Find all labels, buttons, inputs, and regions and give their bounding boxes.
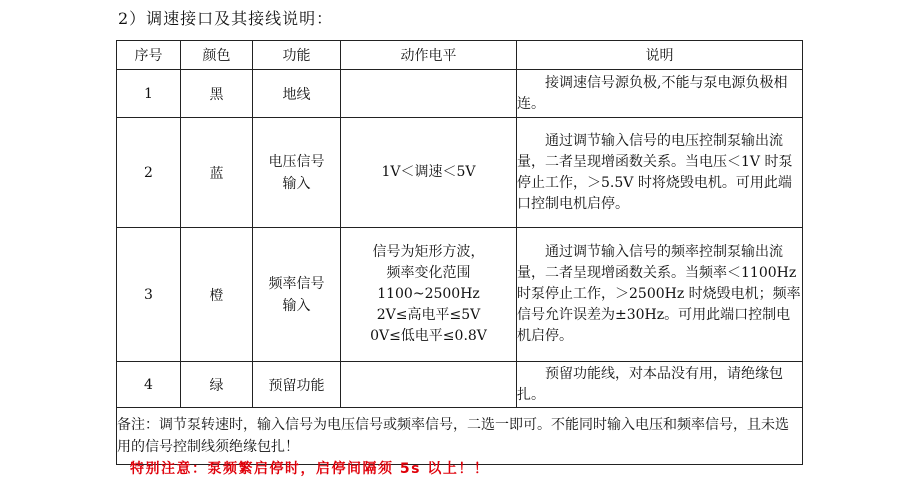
row-no: 1 [117,70,181,118]
section-heading: 2）调速接口及其接线说明： [118,9,334,28]
row-level: 1V＜调速＜5V [341,118,517,228]
header-no: 序号 [117,41,181,70]
row-function: 地线 [253,70,341,118]
row-level [341,362,517,408]
table-header-row [117,41,803,70]
row-desc: 预留功能线，对本品没有用，请绝缘包扎。 [517,362,803,408]
header-function: 功能 [253,41,341,70]
row-desc: 通过调节输入信号的电压控制泵输出流量，二者呈现增函数关系。当电压＜1V 时泵停止工作，＞5.5V 时将烧毁电机。可用此端口控制电机启停。 [517,118,803,228]
row-level: 信号为矩形方波， 频率变化范围 1100~2500Hz 2V≤高电平≤5V 0V≤低电平≤0.8V [341,228,517,362]
row-desc: 通过调节输入信号的频率控制泵输出流量，二者呈现增函数关系。当频率＜1100Hz 时泵停止工作，＞2500Hz 时烧毁电机；频率信号允许误差为±30Hz。可用此端口控制电机启停。 [517,228,803,362]
table-note: 备注：调节泵转速时，输入信号为电压信号或频率信号，二选一即可。不能同时输入电压和频率信号，且未选用的信号控制线须绝缘包扎！ [117,408,803,465]
table-row [117,362,803,408]
row-level [341,70,517,118]
row-desc: 接调速信号源负极,不能与泵电源负极相连。 [517,70,803,118]
header-desc: 说明 [517,41,803,70]
row-no: 3 [117,228,181,362]
header-color: 颜色 [181,41,253,70]
table-row [117,118,803,228]
row-color: 蓝 [181,118,253,228]
warning-text: 特别注意：泵频繁启停时，启停间隔须 5s 以上！！ [130,461,490,477]
interface-table [116,40,803,465]
row-function: 电压信号输入 [253,118,341,228]
row-color: 黑 [181,70,253,118]
table-row [117,70,803,118]
row-color: 绿 [181,362,253,408]
row-function: 频率信号输入 [253,228,341,362]
header-level: 动作电平 [341,41,517,70]
note-row [117,408,803,465]
row-color: 橙 [181,228,253,362]
table-row [117,228,803,362]
row-no: 2 [117,118,181,228]
row-function: 预留功能 [253,362,341,408]
row-no: 4 [117,362,181,408]
